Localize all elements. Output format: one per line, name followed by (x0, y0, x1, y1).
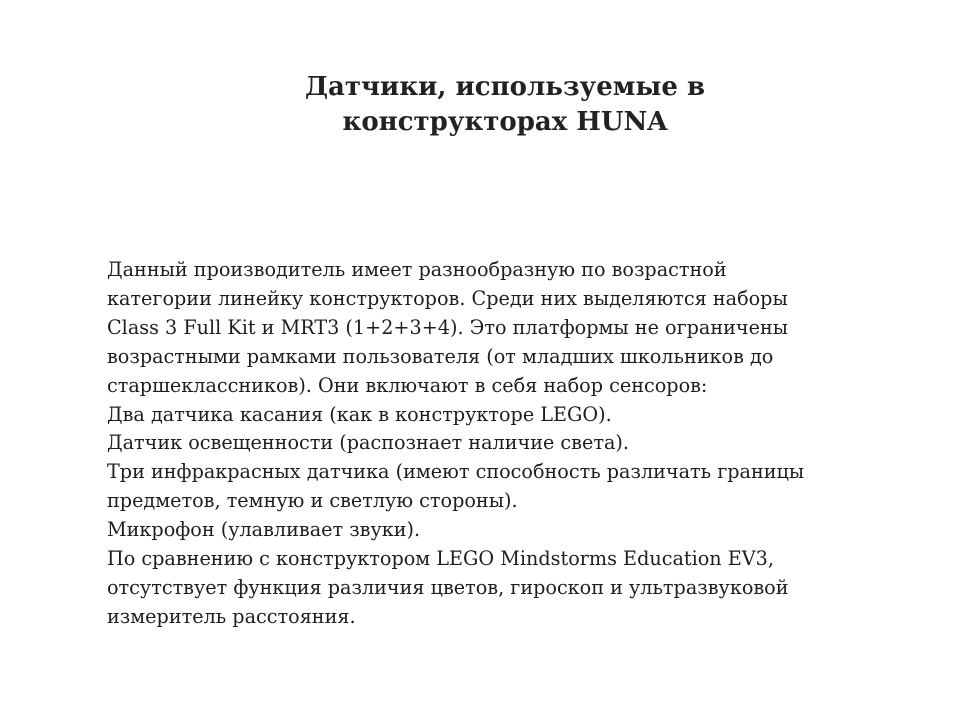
slide-title (230, 70, 780, 140)
body-line: предметов, темную и светлую стороны). (107, 489, 518, 513)
body-line: Class 3 Full Kit и MRT3 (1+2+3+4). Это платформы не ограничены (107, 315, 789, 339)
body-line: Микрофон (улавливает звуки). (107, 518, 421, 542)
body-line: Два датчика касания (как в конструкторе LEGO). (107, 402, 612, 426)
body-line: Данный производитель имеет разнообразную по возрастной (107, 258, 727, 281)
body-line: возрастными рамками пользователя (от младших школьников до (107, 344, 774, 368)
body-line: категории линейку конструкторов. Среди них выделяются наборы (107, 286, 788, 310)
body-line: Датчик освещенности (распознает наличие света). (107, 431, 629, 455)
body-line: Три инфракрасных датчика (имеют способность различать границы (107, 460, 805, 484)
body-line: отсутствует функция различия цветов, гироскоп и ультразвуковой (107, 575, 789, 599)
slide-title-line: конструкторах HUNA (342, 107, 668, 137)
body-line: старшеклассников). Они включают в себя набор сенсоров: (107, 373, 708, 397)
body-line: По сравнению с конструктором LEGO Mindstorms Education EV3, (107, 547, 774, 571)
slide-title-line: Датчики, используемые в (304, 72, 706, 102)
slide-body-text (107, 256, 867, 632)
body-line: измеритель расстояния. (107, 604, 356, 628)
